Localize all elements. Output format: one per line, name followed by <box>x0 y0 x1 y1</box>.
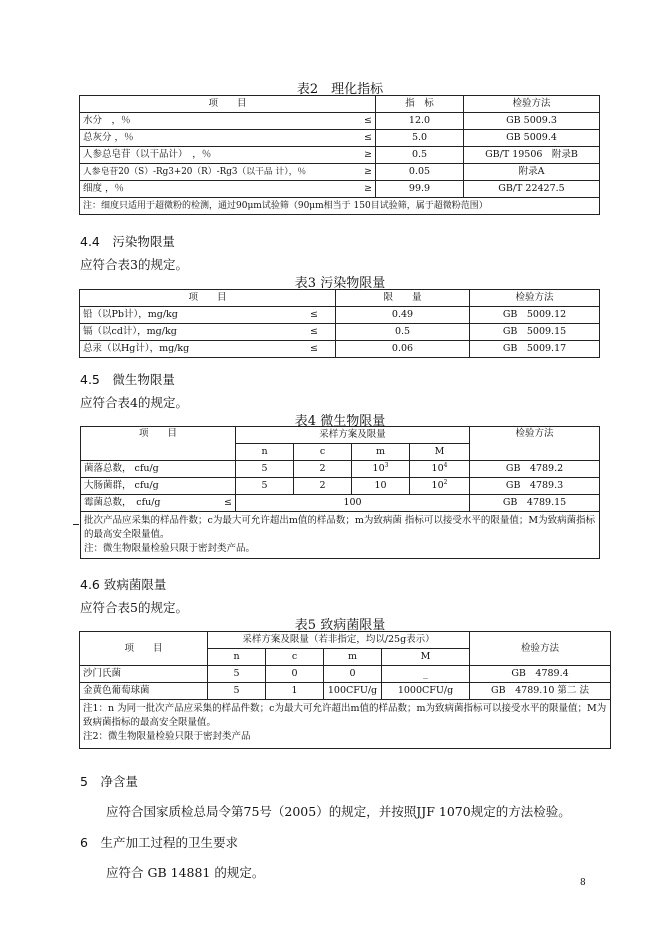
row-value: 100 <box>236 495 470 512</box>
row-value: 0.05 <box>376 164 464 181</box>
row-item: 细度 ，％ <box>83 183 125 194</box>
row-n: 5 <box>236 478 294 495</box>
section-6-text: 应符合 GB 14881 的规定。 <box>106 865 265 880</box>
row-method: GB 4789.3 <box>470 478 600 495</box>
row-value: 0.5 <box>376 147 464 164</box>
row-item: 大肠菌群， cfu/g <box>81 478 236 495</box>
table5-sub-M: M <box>382 649 470 666</box>
table-row <box>80 683 611 700</box>
page-number: 8 <box>580 878 586 888</box>
table-row <box>80 666 611 683</box>
table2-header-method: 检验方法 <box>464 96 600 113</box>
table5-header-plan: 采样方案及限量（若非指定，均以/25g表示） <box>208 632 470 649</box>
row-method: GB 5009.12 <box>470 307 600 324</box>
table-row <box>81 478 600 495</box>
table5-sub-m: m <box>324 649 382 666</box>
row-item: 霉菌总数， cfu/g <box>84 497 161 508</box>
row-operator: ≤ <box>310 326 318 337</box>
table5-note-1: 注1：n 为同一批次产品应采集的样品件数；c为最大可允许超出m值的样品数；m为致病菌指标可以接受水平的限量值；M为致病菌指标的最高安全限量值。 <box>83 703 607 728</box>
row-c: 0 <box>266 666 324 683</box>
section-5-text: 应符合国家质检总局令第75号（2005）的规定，并按照JJF 1070规定的方法检验。 <box>106 804 571 819</box>
row-M: $10^2$ <box>410 478 470 495</box>
row-m: 10 <box>352 478 410 495</box>
table-row <box>80 130 600 147</box>
table5-sub-n: n <box>208 649 266 666</box>
row-method: GB 5009.17 <box>470 341 600 358</box>
table3-header-limit: 限 量 <box>336 290 470 307</box>
table4-notes <box>81 512 600 559</box>
table4-header-item: 项 目 <box>81 427 236 461</box>
table4-note-1: 批次产品应采集的样品件数；c为最大可允许超出m值的样品数；m为致病菌 指标可以接受水平的限量值；M为致病菌指标的最高安全限量值。 <box>84 515 596 540</box>
table-row <box>80 341 600 358</box>
row-operator: ≥ <box>364 183 372 194</box>
row-method: GB 5009.4 <box>464 130 600 147</box>
row-value: 5.0 <box>376 130 464 147</box>
row-m: 0 <box>324 666 382 683</box>
section-4-4-text: 应符合表3的规定。 <box>80 257 188 272</box>
row-c: 2 <box>294 461 352 478</box>
table3 <box>79 289 600 358</box>
table5-notes <box>80 700 611 749</box>
table-row <box>80 181 600 198</box>
table4-header-plan: 采样方案及限量 <box>236 427 470 444</box>
row-operator: ≤ <box>364 115 372 126</box>
row-n: 5 <box>208 666 266 683</box>
note-marker <box>73 524 79 525</box>
row-M: $10^4$ <box>410 461 470 478</box>
table5-header-item: 项 目 <box>80 632 208 666</box>
section-4-6-text: 应符合表5的规定。 <box>80 600 188 615</box>
row-method: GB/T 19506 附录B <box>464 147 600 164</box>
table-row <box>80 324 600 341</box>
row-m: $10^3$ <box>352 461 410 478</box>
table-row <box>80 113 600 130</box>
table3-caption: 表3 污染物限量 <box>294 276 386 291</box>
table4-caption: 表4 微生物限量 <box>294 414 386 429</box>
row-item: 铅（以Pb计），mg/kg <box>83 309 178 320</box>
row-value: 0.5 <box>336 324 470 341</box>
row-item: 金黄色葡萄球菌 <box>80 683 208 700</box>
row-method: GB 4789.15 <box>470 495 600 512</box>
row-c: 1 <box>266 683 324 700</box>
table-row <box>81 495 600 512</box>
row-operator: ≤ <box>224 497 232 508</box>
section-4-4-heading: 4.4 污染物限量 <box>80 234 175 249</box>
table4-sub-m: m <box>352 444 410 461</box>
table2-header-item: 项 目 <box>80 96 376 113</box>
row-method: GB 5009.15 <box>470 324 600 341</box>
row-item: 水分 ，％ <box>83 115 131 126</box>
row-method: GB 4789.2 <box>470 461 600 478</box>
table4-sub-M: M <box>410 444 470 461</box>
row-operator: ≤ <box>364 132 372 143</box>
table4 <box>80 426 600 559</box>
row-item: 总汞（以Hg计），mg/kg <box>83 343 190 354</box>
row-m: 100CFU/g <box>324 683 382 700</box>
table3-header-method: 检验方法 <box>470 290 600 307</box>
table-row <box>80 307 600 324</box>
row-method: GB/T 22427.5 <box>464 181 600 198</box>
row-value: 0.49 <box>336 307 470 324</box>
table4-sub-c: c <box>294 444 352 461</box>
row-method: GB 4789.10 第二 法 <box>470 683 611 700</box>
section-4-5-text: 应符合表4的规定。 <box>80 395 188 410</box>
row-value: 12.0 <box>376 113 464 130</box>
row-item: 镉（以cd计），mg/kg <box>83 326 177 337</box>
table2 <box>79 95 600 215</box>
table5-header-method: 检验方法 <box>470 632 611 666</box>
section-4-6-heading: 4.6 致病菌限量 <box>80 577 167 592</box>
row-method: GB 4789.4 <box>470 666 611 683</box>
row-item: 人参总皂苷（以干品计） ，％ <box>83 149 212 160</box>
section-6-heading: 6 生产加工过程的卫生要求 <box>80 835 238 850</box>
row-item: 菌落总数， cfu/g <box>81 461 236 478</box>
table4-header-method: 检验方法 <box>470 427 600 461</box>
table2-note: 注：细度只适用于超微粉的检测，通过90μm试验筛（90μm相当于 150目试验筛，属于超微粉范围） <box>80 198 600 215</box>
table2-header-value: 指 标 <box>376 96 464 113</box>
table-row <box>80 147 600 164</box>
table4-sub-n: n <box>236 444 294 461</box>
row-n: 5 <box>208 683 266 700</box>
row-method: GB 5009.3 <box>464 113 600 130</box>
row-operator: ≥ <box>364 166 372 177</box>
row-item: 总灰分 ，％ <box>83 132 134 143</box>
row-item: 人参皂苷20（S）-Rg3+20（R）-Rg3（以干品 计），％ <box>83 167 307 177</box>
row-operator: ≤ <box>310 309 318 320</box>
row-value: 99.9 <box>376 181 464 198</box>
row-n: 5 <box>236 461 294 478</box>
table5 <box>79 631 611 749</box>
row-item: 沙门氏菌 <box>80 666 208 683</box>
row-operator: ≤ <box>310 343 318 354</box>
row-method: 附录A <box>464 164 600 181</box>
table-row <box>80 164 600 181</box>
table5-caption: 表5 致病菌限量 <box>294 618 386 633</box>
table4-note-2: 注：微生物限量检验只限于密封类产品。 <box>84 543 256 554</box>
table5-note-2: 注2：微生物限量检验只限于密封类产品 <box>83 731 251 742</box>
row-c: 2 <box>294 478 352 495</box>
row-M: _ <box>382 666 470 683</box>
row-M: 1000CFU/g <box>382 683 470 700</box>
table2-caption: 表2 理化指标 <box>296 82 384 97</box>
row-value: 0.06 <box>336 341 470 358</box>
table-row <box>81 461 600 478</box>
row-operator: ≥ <box>364 149 372 160</box>
table3-header-item: 项 目 <box>80 290 336 307</box>
table5-sub-c: c <box>266 649 324 666</box>
section-5-heading: 5 净含量 <box>80 774 138 789</box>
section-4-5-heading: 4.5 微生物限量 <box>80 372 175 387</box>
